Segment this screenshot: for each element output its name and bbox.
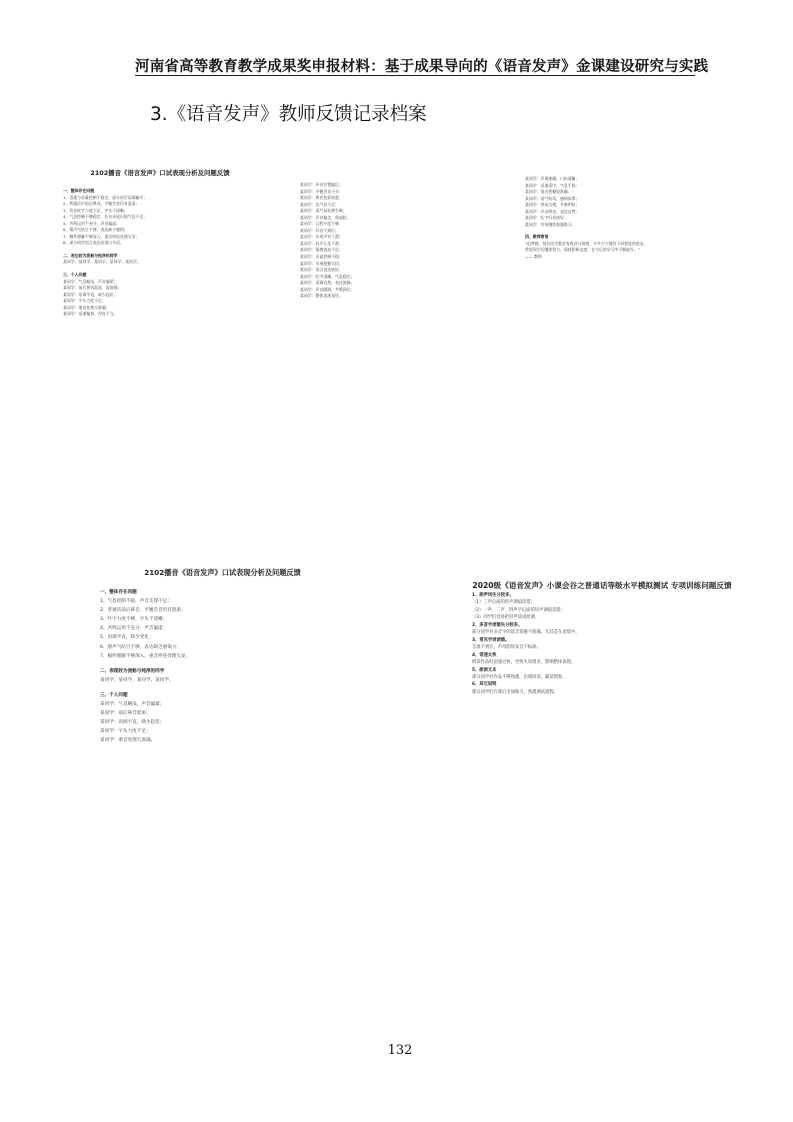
text-line: 某同学、某同学、某同学、某同学、某同学。 [63, 259, 141, 265]
scan-a-left-column [63, 188, 263, 318]
text-line: 某同学：语速偏快，停连不当。 [63, 311, 118, 317]
text-line: 一、整体存在问题 [100, 590, 137, 595]
text-line: 7、稿件理解不够深入，重音停连处理欠妥。 [100, 653, 191, 659]
scanned-report-b [500, 168, 740, 368]
text-line: 二、表现较为流畅与纯净的同学 [100, 668, 165, 674]
text-line: 某同学、某同学、某同学、某同学。 [100, 677, 174, 683]
text-line: 某同学：气息略浅，声音偏紧； [63, 278, 118, 284]
text-line: （3）同学们容易把轻声读成原调。 [472, 615, 540, 621]
text-line: 某同学：口腔开度不够； [300, 221, 343, 227]
text-line: 某同学：字头力度不足； [100, 729, 151, 735]
text-line: 某同学：吐字清晰，气息稳定； [300, 273, 355, 279]
scan-d-title: 2020级《语音发声》小课会谷之普通话等级水平模拟测试 专项训练问题反馈 [472, 581, 732, 590]
text-line: 某同学：前后鼻音混淆，需加强； [63, 285, 122, 291]
text-line: 某同学：吐字归音较好； [525, 215, 568, 221]
text-line: 某同学：声音位置偏后； [300, 182, 343, 187]
scanned-report-c [100, 568, 345, 858]
text-line: 5、朗读文本 [472, 667, 497, 673]
text-line: “追梦路，每位同学都会有收获与困惑，多多少少都有不同程度的进步， [525, 240, 648, 246]
text-line: 某同学：整体表现良好。 [300, 293, 343, 299]
text-line: —— 教师 [525, 254, 542, 260]
document-header: 河南省高等教育教学成果奖申报材料：基于成果导向的《语音发声》金课建设研究与实践 [135, 58, 709, 75]
text-line: 5、语调平直，缺少变化； [100, 635, 154, 641]
text-line: 某同学：重音把握较准确； [525, 189, 572, 195]
text-line: 三、个人问题 [100, 692, 128, 698]
text-line: 某同学：平翘舌音不分； [300, 188, 343, 194]
text-line: 一、整体存在问题 [63, 188, 95, 193]
text-line: 某同学：语速适中，气息平稳； [525, 182, 580, 188]
text-line: 某同学：声音圆润，共鸣到位； [300, 286, 355, 292]
text-line: 某同学：节奏把握欠佳； [300, 260, 343, 266]
text-line: 朗读作品时语速过快，导致失误增多，影响整体表现。 [472, 660, 576, 666]
text-line: 某同学：送气音不足； [300, 201, 339, 207]
scan-c-title: 2102播音《语音发声》口试表现分析及问题反馈 [144, 568, 301, 577]
text-line: 某同学：停连合理，节奏明快； [525, 202, 580, 208]
text-line: 3、常见字词读错。 [472, 637, 510, 643]
text-line: 4、共鸣运用不充分，声音偏虚； [100, 626, 168, 632]
text-line: （1）三声后面的轻声调值读错； [472, 600, 535, 606]
text-line: 3、发音吐字力度不足，字头不清晰； [63, 207, 128, 213]
text-line: 某同学：语气贴切，感情真挚； [525, 195, 580, 201]
text-line: 1、语速与音量控制不稳定，部分同学语调偏平； [63, 194, 148, 200]
text-line: 某同学：声音偏尖，需放松； [300, 214, 351, 220]
text-line: 希望同学们继续努力，保持积极态度，在今后的学习中不断提升。” [525, 247, 640, 253]
scan-a-title: 2102播音《语言发声》口试表现分析及问题反馈 [90, 169, 230, 177]
text-line: 某同学：归音不到位； [300, 227, 339, 233]
text-line: 5、共鸣运用不充分，声音偏虚； [63, 220, 120, 226]
text-line: 某同学：鼻音色彩较重； [300, 195, 343, 201]
scan-b-column [525, 176, 735, 261]
text-line: 7、稿件理解不够深入，重音停连处理欠妥； [63, 233, 140, 239]
text-line: 3、吐字力度不够，字头不清晰； [100, 617, 168, 623]
text-line: 6、情声气结合不够，表达缺乏感染力； [100, 644, 182, 650]
page-number: 132 [387, 1043, 413, 1058]
text-line: 某同学：有待继续加强练习。 [525, 221, 576, 227]
text-line: 三、个人问题 [63, 272, 87, 278]
section-title: 3.《语音发声》教师反馈记录档案 [150, 104, 427, 125]
text-line: 8、部分同学语言表达出现口头语。 [63, 240, 124, 246]
text-line: 某同学：气息略浅，声音偏紧； [100, 702, 165, 708]
text-line: 某同学：前后鼻音混淆； [100, 711, 151, 717]
text-line: 四、教师寄语 [525, 234, 549, 240]
text-line: 4、语速太快 [472, 652, 497, 658]
scan-c-body [100, 588, 345, 746]
text-line: 2、普通话前后鼻音、平翘舌音仍有混淆； [100, 608, 186, 614]
text-line: 某同学：重音处理欠准确； [63, 304, 110, 310]
text-line: 2、多音字读错失分较多。 [472, 622, 523, 628]
text-line: 某同学：字头力度不足； [63, 298, 106, 304]
text-line: 部分同学对多音字的读音掌握不准确，尤其是在语境中。 [472, 630, 580, 636]
text-line: 某同学：音高控制不稳； [300, 254, 343, 260]
text-line: 某同学：语言表达较好； [300, 267, 343, 273]
text-line: 建议同学们在课后多加练习，熟悉测试流程。 [472, 689, 558, 695]
text-line: 二、表达较为流畅与纯净的同学 [63, 252, 118, 258]
text-line: 某同学：重音处理欠准确。 [100, 738, 156, 744]
text-line: 某同学：声音明亮，表达自然； [525, 208, 580, 214]
text-line: 某同学：语调平直，缺少起伏； [100, 720, 165, 726]
text-line: 音准不到位，声母韵母发音不标准。 [472, 645, 541, 651]
text-line: （2）一声、二声、四声字后面的轻声调值读错； [472, 607, 565, 613]
text-line: 6、情声气结合不够，表达缺少感情； [63, 227, 128, 233]
text-line: 1、气息控制不稳，声音支撑不足； [100, 599, 172, 605]
text-line: 部分同学对作品不够熟悉，出现回读、漏读现象。 [472, 674, 567, 680]
text-line: 某同学：声调准确，口齿清晰； [525, 176, 580, 181]
text-line: 6、其它说明 [472, 682, 497, 688]
scanned-report-a [55, 150, 480, 470]
text-line: 4、气息控制不够稳定，长句末尾出现气息不足； [63, 214, 148, 220]
text-line: 某同学：语气词处理生硬； [300, 208, 347, 214]
header-rule [135, 75, 695, 76]
text-line: 某同学：语调平直，缺少起伏； [63, 291, 118, 297]
scan-d-body [472, 592, 732, 696]
text-line: 某同学：句尾声音下滑； [300, 234, 343, 240]
text-line: 某同学：语调自然，表达流畅； [300, 280, 355, 286]
text-line: 某同学：轻声儿化不准； [300, 240, 343, 246]
scanned-report-d [472, 580, 732, 880]
scan-a-right-column [300, 182, 478, 300]
text-line: 2、普通话中前后鼻音、平翘舌音仍有混淆； [63, 201, 140, 207]
text-line: 某同学：情感表达不足； [300, 247, 343, 253]
text-line: 1、朗声词失分较多。 [472, 593, 514, 598]
